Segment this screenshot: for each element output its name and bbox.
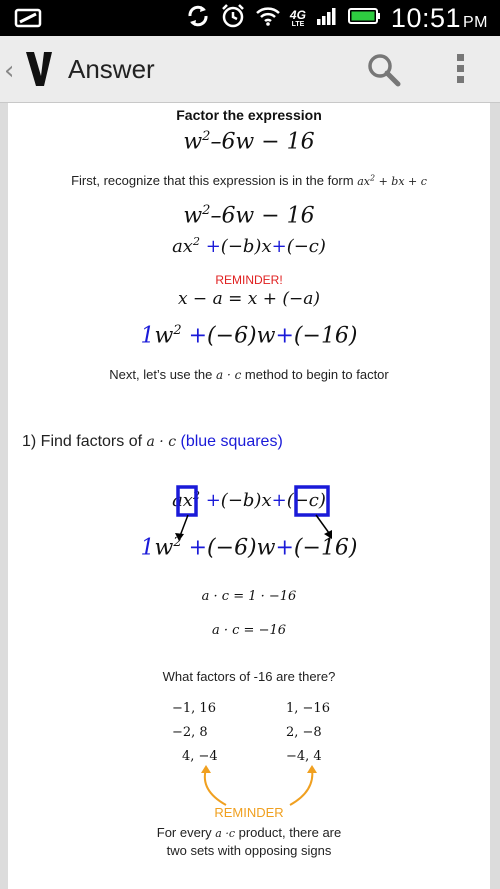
- blue-square-c: [296, 487, 328, 515]
- answer-content: [8, 103, 490, 889]
- factor-pairs-right: [286, 697, 330, 769]
- heading: Factor the expression: [176, 107, 322, 123]
- intro-text: First, recognize that this expression is in the form $ax^2$ + bx + c: [71, 173, 427, 188]
- reminder-label: REMINDER!: [215, 273, 283, 287]
- subtraction-rule: x − a = x + (−a): [177, 289, 321, 309]
- expanded-expression-2: $1w^2 +(-6)w+(-16)$: [140, 535, 358, 561]
- clock: 10:51 PM: [390, 2, 488, 33]
- step-1: 1) Find factors of a · c (blue squares): [22, 433, 283, 450]
- expression-repeat: $w^2-6w - 16$: [183, 203, 315, 229]
- network-icon: 4G LTE: [289, 7, 306, 28]
- reminder2-line1: For every a ·c product, there are: [156, 825, 342, 840]
- page-title: Answer: [68, 54, 155, 84]
- next-step-text: Next, let’s use the a · c method to begin to factor: [109, 367, 389, 382]
- factor-pair: 2, −8: [286, 725, 322, 740]
- reminder2-line2: two sets with opposing signs: [166, 843, 332, 858]
- factor-pairs-left: [172, 697, 218, 769]
- blue-square-a: [178, 487, 196, 515]
- back-chevron-icon[interactable]: ‹: [4, 56, 15, 86]
- factor-pair: 4, −4: [182, 749, 218, 764]
- alarm-icon: [220, 3, 246, 34]
- search-icon[interactable]: [366, 52, 402, 93]
- factor-pair: −2, 8: [172, 725, 208, 740]
- overflow-menu-icon[interactable]: [455, 50, 467, 91]
- factor-pair: −1, 16: [172, 701, 216, 716]
- factor-pair: −4, 4: [286, 749, 322, 764]
- app-logo-icon[interactable]: [24, 50, 54, 93]
- expression: $w^2-6w - 16$: [183, 129, 315, 155]
- ac-product: a · c = 1 · −16: [201, 589, 297, 604]
- boxed-form: $ax^2 +(-b)x+(-c)$: [172, 489, 326, 511]
- factor-pair: 1, −16: [286, 701, 330, 716]
- signal-icon: [315, 5, 339, 32]
- expanded-expression: $1w^2 +(-6)w+(-16)$: [140, 323, 358, 349]
- status-bar: [0, 0, 500, 36]
- general-form: $ax^2 +(-b)x+(-c)$: [172, 235, 326, 257]
- factor-question: What factors of -16 are there?: [162, 669, 336, 684]
- ac-result: a · c = −16: [211, 623, 287, 638]
- action-bar: [0, 36, 500, 103]
- notification-icon: [14, 7, 44, 34]
- battery-icon: [348, 7, 382, 30]
- reminder2-label: REMINDER: [214, 805, 284, 820]
- sync-icon: [185, 3, 211, 34]
- wifi-icon: [255, 5, 281, 32]
